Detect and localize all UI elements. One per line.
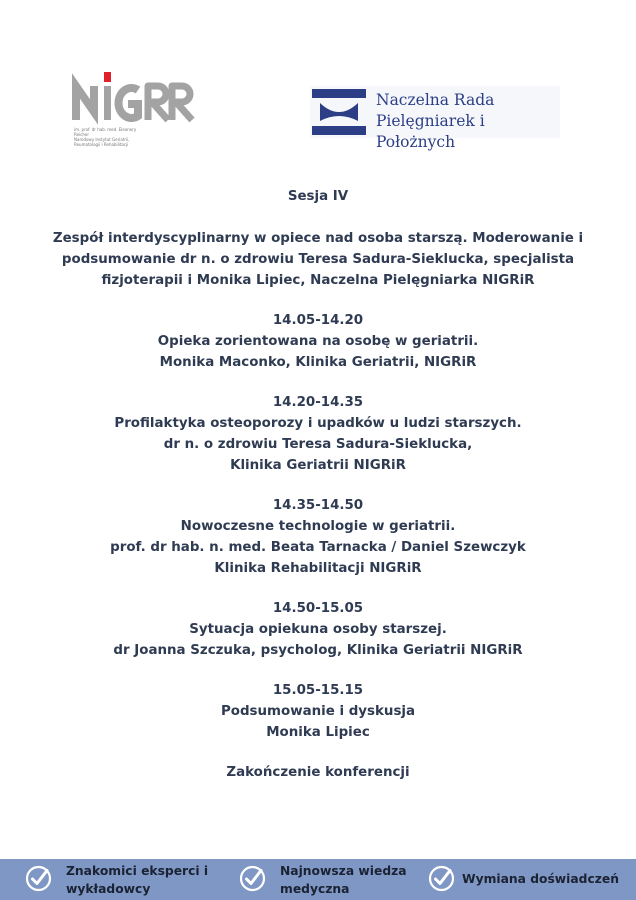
session-theme-line: fizjoterapii i Monika Lipiec, Naczelna Pielęgniarka NIGRiR	[101, 273, 535, 288]
talk-line: Monika Maconko, Klinika Geriatrii, NIGRiR	[159, 355, 477, 370]
footer-banner	[0, 859, 636, 900]
talk-time: 14.05-14.20	[272, 313, 364, 328]
talk-line: Opieka zorientowana na osobę w geriatrii.	[157, 334, 479, 349]
session-program	[0, 186, 636, 783]
feature-label: Najnowsza wiedza medyczna	[280, 864, 407, 896]
check-circle-icon	[239, 865, 266, 892]
talk-line: Nowoczesne technologie w geriatrii.	[180, 519, 456, 534]
talk-line: Klinika Geriatrii NIGRiR	[230, 458, 406, 473]
talk-line: dr n. o zdrowiu Teresa Sadura-Sieklucka,	[163, 437, 473, 452]
talk-line: Profilaktyka osteoporozy i upadków u ludzi starszych.	[114, 416, 522, 431]
feature-label: Znakomici eksperci i wykładowcy	[66, 864, 209, 896]
nrpip-logo-text: Naczelna Rada Pielęgniarek i Położnych	[376, 91, 495, 151]
talk-line: prof. dr hab. n. med. Beata Tarnacka / Daniel Szewczyk	[110, 540, 526, 555]
nrpip-emblem-icon	[312, 89, 366, 135]
talk-line: Klinika Rehabilitacji NIGRiR	[214, 561, 422, 576]
nigrr-fine-text: im. prof. dr hab. med. Eleonory Reicher Narodowy Instytut Geriatrii, Reumatologii i Rehabilitacji	[74, 127, 137, 147]
talk-line: dr Joanna Szczuka, psycholog, Klinika Geriatrii NIGRiR	[113, 643, 523, 658]
talk-time: 14.20-14.35	[272, 395, 364, 410]
talk-line: Podsumowanie i dyskusja	[220, 704, 416, 719]
talk-line: Monika Lipiec	[266, 725, 370, 740]
check-circle-icon	[428, 865, 455, 892]
session-theme-line: podsumowanie dr n. o zdrowiu Teresa Sadura-Sieklucka, specjalista	[61, 252, 575, 267]
session-theme-line: Zespół interdyscyplinarny w opiece nad osoba starszą. Moderowanie i	[52, 231, 584, 246]
check-circle-icon	[25, 865, 52, 892]
session-title: Sesja IV	[287, 189, 349, 204]
nrpip-logo	[310, 86, 560, 151]
talk-line: Sytuacja opiekuna osoby starszej.	[189, 622, 447, 637]
nigrr-logo	[72, 70, 200, 154]
talk-time: 14.35-14.50	[272, 498, 364, 513]
nigrr-logo-mark	[72, 70, 200, 130]
feature-label: Wymiana doświadczeń	[462, 872, 620, 886]
talk-time: 14.50-15.05	[272, 601, 364, 616]
closing-text: Zakończenie konferencji	[226, 765, 410, 780]
talk-time: 15.05-15.15	[272, 683, 364, 698]
